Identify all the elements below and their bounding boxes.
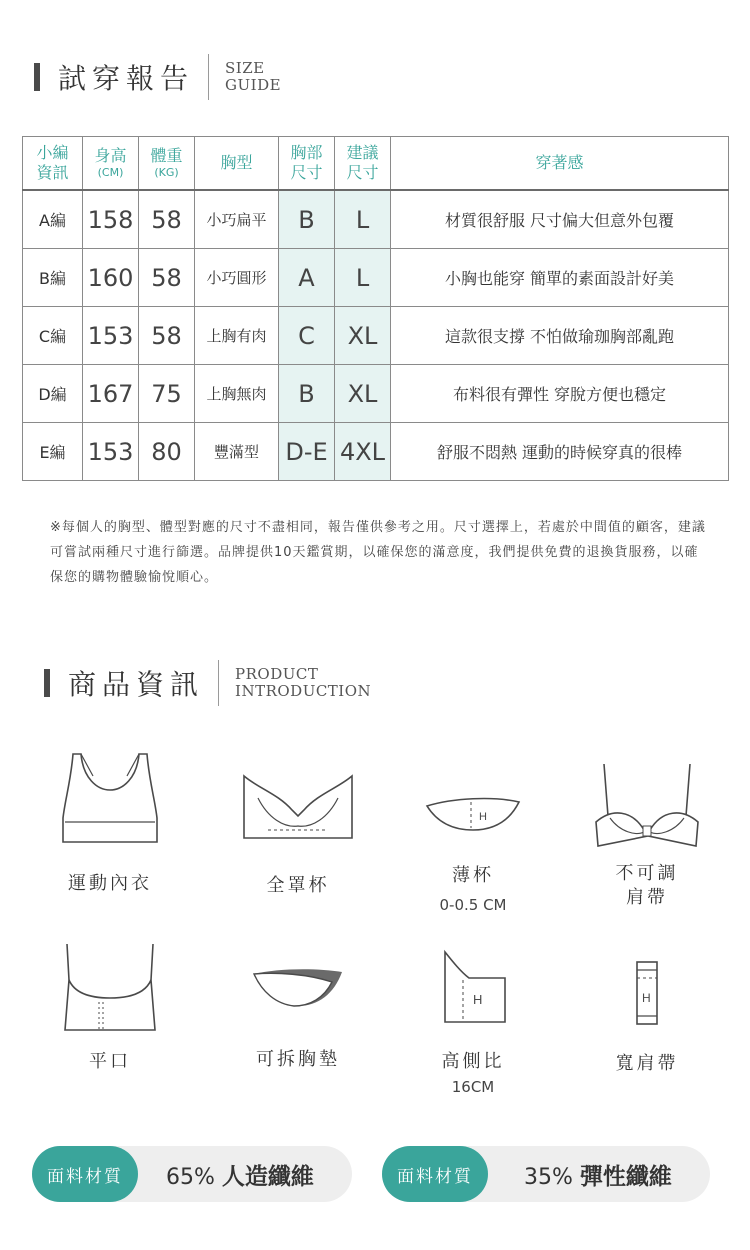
cell-feel: 這款很支撐 不怕做瑜珈胸部亂跑 (391, 307, 729, 365)
material-value: 35% 彈性纖維 (524, 1163, 672, 1190)
product-label: 可拆胸墊 (256, 1049, 340, 1070)
material-pill-1 (32, 1146, 352, 1202)
dimension-letter: H (479, 811, 487, 823)
cell-shape: 小巧扁平 (195, 190, 279, 249)
high-side-icon (433, 948, 513, 1028)
cell-bust: A (279, 249, 335, 307)
cell-bust: B (279, 365, 335, 423)
fixed-strap-bra-icon (592, 760, 702, 850)
header-height: 身高 (CM) (83, 137, 139, 191)
product-feature-flat-neckline (30, 940, 190, 1074)
cell-weight: 58 (139, 249, 195, 307)
product-info-title-zh: 商品資訊 (68, 668, 205, 701)
cell-editor: E編 (23, 423, 83, 481)
cell-height: 153 (83, 307, 139, 365)
product-feature-full-cup (218, 770, 378, 898)
cell-shape: 小巧圓形 (195, 249, 279, 307)
table-row (23, 190, 729, 249)
product-feature-high-side (393, 948, 553, 1098)
table-row (23, 365, 729, 423)
product-feature-sports-bra (30, 750, 190, 896)
cell-feel: 舒服不悶熱 運動的時候穿真的很棒 (391, 423, 729, 481)
size-guide-title-en: SIZE GUIDE (225, 59, 282, 94)
product-info-title-en: PRODUCT INTRODUCTION (235, 665, 372, 700)
product-feature-fixed-strap (567, 760, 727, 910)
cell-editor: D編 (23, 365, 83, 423)
dimension-letter: H (473, 992, 483, 1007)
cell-feel: 布料很有彈性 穿脫方便也穩定 (391, 365, 729, 423)
product-feature-wide-strap (567, 958, 727, 1076)
product-feature-removable-pad (218, 966, 378, 1072)
cell-height: 153 (83, 423, 139, 481)
material-tag: 面料材質 (32, 1146, 138, 1202)
title-divider (218, 660, 219, 706)
cell-shape: 上胸無肉 (195, 365, 279, 423)
cell-height: 160 (83, 249, 139, 307)
cell-feel: 材質很舒服 尺寸偏大但意外包覆 (391, 190, 729, 249)
cell-weight: 58 (139, 190, 195, 249)
header-editor: 小編 資訊 (23, 137, 83, 191)
cell-shape: 豐滿型 (195, 423, 279, 481)
cell-size: XL (335, 365, 391, 423)
material-value: 65% 人造纖維 (166, 1163, 314, 1190)
product-sublabel: 16CM (451, 1078, 495, 1096)
title-divider (208, 54, 209, 100)
table-header-row (23, 137, 729, 191)
size-guide-title (34, 54, 281, 100)
dimension-letter: H (642, 991, 651, 1005)
material-pill-2 (382, 1146, 710, 1202)
cell-feel: 小胸也能穿 簡單的素面設計好美 (391, 249, 729, 307)
flat-neckline-icon (55, 940, 165, 1036)
removable-pad-icon (248, 966, 348, 1010)
cell-height: 158 (83, 190, 139, 249)
product-label: 不可調 肩帶 (615, 863, 679, 908)
title-bar (34, 63, 40, 91)
cell-height: 167 (83, 365, 139, 423)
size-report-table (22, 136, 729, 481)
header-suggest-size: 建議 尺寸 (335, 137, 391, 191)
cell-weight: 80 (139, 423, 195, 481)
header-feel: 穿著感 (391, 137, 729, 191)
header-bust: 胸部 尺寸 (279, 137, 335, 191)
table-row (23, 307, 729, 365)
product-label: 全罩杯 (266, 875, 330, 896)
cell-size: XL (335, 307, 391, 365)
full-cup-icon (238, 770, 358, 850)
product-label: 運動內衣 (68, 873, 152, 894)
cell-weight: 58 (139, 307, 195, 365)
cell-size: L (335, 249, 391, 307)
cell-size: L (335, 190, 391, 249)
cell-bust: D-E (279, 423, 335, 481)
title-bar (44, 669, 50, 697)
product-label: 寬肩帶 (615, 1053, 679, 1074)
cell-editor: A編 (23, 190, 83, 249)
thin-cup-icon (423, 792, 523, 836)
product-label: 平口 (89, 1051, 131, 1072)
wide-strap-icon (627, 958, 667, 1028)
product-info-title (44, 660, 371, 706)
cell-shape: 上胸有肉 (195, 307, 279, 365)
cell-editor: B編 (23, 249, 83, 307)
header-shape: 胸型 (195, 137, 279, 191)
header-weight: 體重 (KG) (139, 137, 195, 191)
product-label: 薄杯 (452, 865, 494, 886)
cell-weight: 75 (139, 365, 195, 423)
table-row (23, 249, 729, 307)
product-sublabel: 0-0.5 CM (439, 896, 507, 914)
product-label: 高側比 (441, 1051, 505, 1072)
cell-bust: B (279, 190, 335, 249)
size-guide-title-zh: 試穿報告 (58, 62, 195, 95)
cell-bust: C (279, 307, 335, 365)
cell-editor: C編 (23, 307, 83, 365)
cell-size: 4XL (335, 423, 391, 481)
sports-bra-icon (55, 750, 165, 850)
material-tag: 面料材質 (382, 1146, 488, 1202)
size-disclaimer-note: ※每個人的胸型、體型對應的尺寸不盡相同，報告僅供參考之用。尺寸選擇上，若處於中間值的顧客，建議可嘗試兩種尺寸進行篩選。品牌提供10天鑑賞期，以確保您的滿意度，我們提供免費的退換貨服務，以確保您的購物體驗愉悅順心。 (50, 520, 706, 585)
product-feature-thin-cup (393, 792, 553, 916)
table-row (23, 423, 729, 481)
